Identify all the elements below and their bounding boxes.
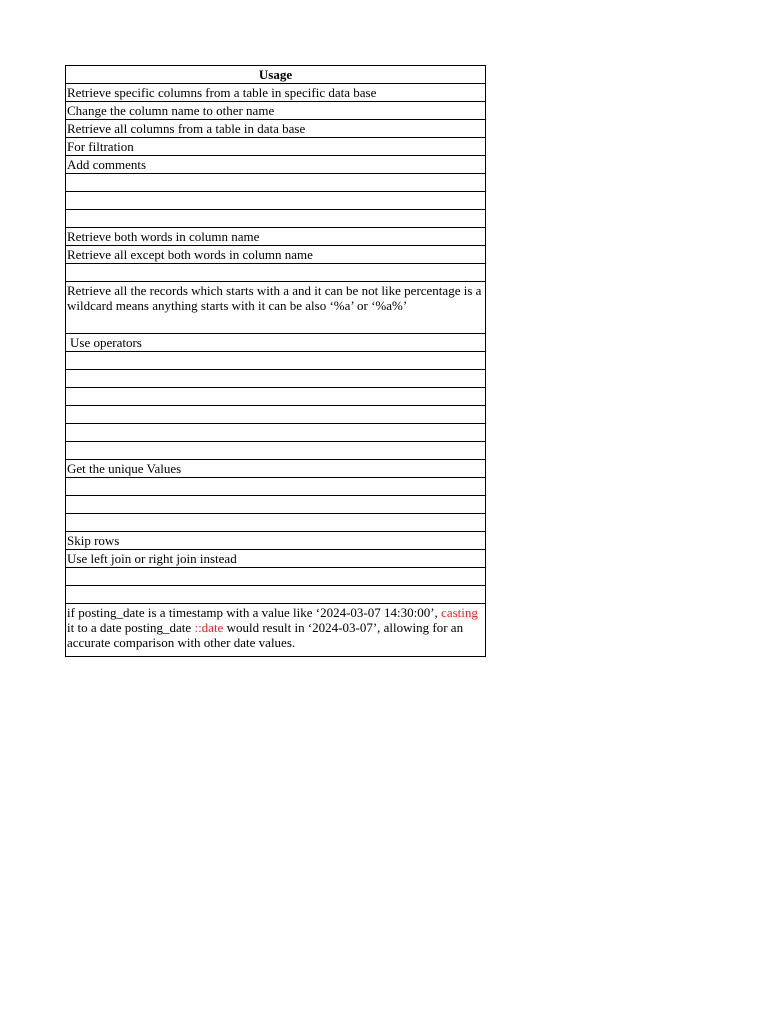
usage-cell xyxy=(66,174,486,192)
usage-cell: Retrieve all the records which starts with a and it can be not like percentage is a wildcard means anything starts with it can be also ‘%a’ or ‘%a%’ xyxy=(66,282,486,334)
table-row xyxy=(66,264,486,282)
table-row xyxy=(66,352,486,370)
casting-keyword: casting xyxy=(441,605,478,620)
table-row xyxy=(66,496,486,514)
usage-cell: Retrieve all except both words in column name xyxy=(66,246,486,264)
usage-cell: Skip rows xyxy=(66,532,486,550)
table-row xyxy=(66,478,486,496)
usage-cell xyxy=(66,192,486,210)
usage-cell: Add comments xyxy=(66,156,486,174)
table-row xyxy=(66,156,486,174)
usage-cell xyxy=(66,586,486,604)
usage-cell xyxy=(66,442,486,460)
table-row xyxy=(66,84,486,102)
usage-cell xyxy=(66,568,486,586)
table-row xyxy=(66,388,486,406)
usage-cell xyxy=(66,370,486,388)
casting-note-text: if posting_date is a timestamp with a value like ‘2024-03-07 14:30:00’, xyxy=(67,605,442,620)
usage-cell xyxy=(66,514,486,532)
table-row xyxy=(66,138,486,156)
table-row xyxy=(66,442,486,460)
table-row xyxy=(66,406,486,424)
usage-cell: Retrieve all columns from a table in data base xyxy=(66,120,486,138)
table-row xyxy=(66,532,486,550)
usage-cell-casting-note xyxy=(66,604,486,657)
usage-cell: Retrieve both words in column name xyxy=(66,228,486,246)
table-row xyxy=(66,514,486,532)
table-row xyxy=(66,192,486,210)
usage-cell xyxy=(66,496,486,514)
usage-cell xyxy=(66,478,486,496)
usage-cell: Use operators xyxy=(66,334,486,352)
usage-cell: Retrieve specific columns from a table in specific data base xyxy=(66,84,486,102)
header-row xyxy=(66,66,486,84)
table-row xyxy=(66,246,486,264)
usage-cell: Get the unique Values xyxy=(66,460,486,478)
table-row xyxy=(66,228,486,246)
table-row xyxy=(66,370,486,388)
table-row xyxy=(66,460,486,478)
usage-cell xyxy=(66,264,486,282)
table-row xyxy=(66,210,486,228)
table-row xyxy=(66,604,486,657)
usage-cell xyxy=(66,352,486,370)
table-row xyxy=(66,586,486,604)
usage-header: Usage xyxy=(66,66,486,84)
usage-cell xyxy=(66,210,486,228)
usage-cell xyxy=(66,388,486,406)
table-row xyxy=(66,424,486,442)
usage-cell: For filtration xyxy=(66,138,486,156)
usage-table xyxy=(65,65,486,657)
table-row xyxy=(66,282,486,334)
usage-cell: Use left join or right join instead xyxy=(66,550,486,568)
usage-cell xyxy=(66,424,486,442)
table-row xyxy=(66,102,486,120)
usage-cell xyxy=(66,406,486,424)
table-row xyxy=(66,568,486,586)
table-row xyxy=(66,174,486,192)
casting-note-text: would result in ‘2024-03-07’, allowing for an accurate comparison with other date values. xyxy=(67,620,464,650)
usage-cell: Change the column name to other name xyxy=(66,102,486,120)
table-row xyxy=(66,334,486,352)
casting-note-text: it to a date posting_date xyxy=(67,620,195,635)
cast-operator: ::date xyxy=(194,620,224,635)
table-row xyxy=(66,120,486,138)
table-row xyxy=(66,550,486,568)
